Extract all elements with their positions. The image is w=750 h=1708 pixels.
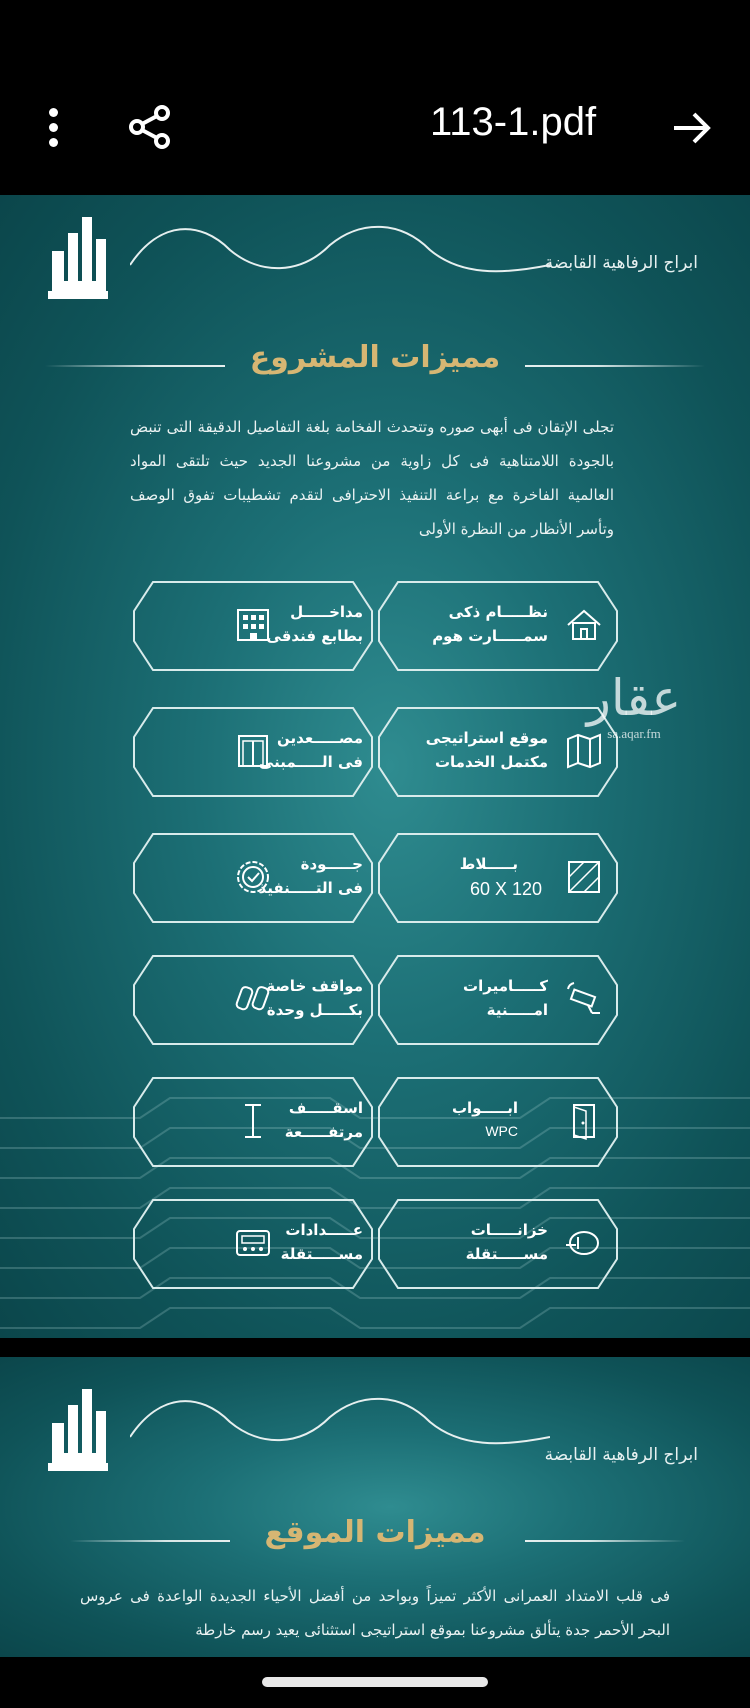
more-vertical-icon[interactable] — [38, 108, 68, 148]
pdf-page-2[interactable] — [0, 1357, 750, 1657]
feature-cameras: كـــــاميرات امـــــنية — [378, 955, 618, 1045]
section-title: مميزات الموقع — [264, 1515, 486, 1550]
title-rule-right — [525, 1540, 685, 1542]
wave-pattern — [0, 1078, 750, 1338]
company-name: ابراج الرفاهية القابضة — [544, 253, 698, 273]
system-nav-bar — [0, 1657, 750, 1708]
feature-strategic-location: موقع استراتيجى مكتمل الخدمات — [378, 707, 618, 797]
section-title: مميزات المشروع — [249, 340, 501, 375]
document-title: 113-1.pdf — [430, 100, 597, 144]
feature-elevators: مصـــــعدين فى الـــــمبنى — [133, 707, 373, 797]
arrow-right-icon[interactable] — [670, 108, 714, 148]
company-name: ابراج الرفاهية القابضة — [544, 1445, 698, 1465]
ceiling-height-icon — [233, 1101, 273, 1141]
title-rule-right — [525, 365, 705, 367]
feature-hotel-entrances: مداخـــــل بطابع فندقى — [133, 581, 373, 671]
feature-quality: جـــــودة فى التـــــنفيذ — [133, 833, 373, 923]
smart-home-icon — [564, 605, 604, 645]
brand-logo — [48, 1389, 112, 1473]
feature-high-ceilings: اسقـــــف مرتفـــــعة — [133, 1077, 373, 1167]
decorative-wave — [130, 225, 550, 280]
aqar-watermark: عقار sa.aqar.fm — [586, 669, 682, 741]
feature-doors: ابـــــواب WPC — [378, 1077, 618, 1167]
feature-water-tanks: خزانـــــات مســـــتقلة — [378, 1199, 618, 1289]
pdf-page-1[interactable] — [0, 195, 750, 1338]
feature-parking: مواقف خاصة بكـــــل وحدة — [133, 955, 373, 1045]
intro-paragraph: فى قلب الامتداد العمرانى الأكثر تميزاً وبواحد من أفضل الأحياء الجديدة الواعدة فى عروس البحر الأحمر جدة يتألق مشروعنا بموقع استراتيجى استثنائى يعيد رسم خارطة — [80, 1587, 670, 1639]
share-icon[interactable] — [128, 104, 172, 150]
app-bar — [0, 0, 750, 195]
feature-tiles: بـــــلاط 60 X 120 — [378, 833, 618, 923]
tiles-icon — [564, 857, 604, 897]
decorative-wave — [130, 1397, 550, 1452]
home-gesture-pill[interactable] — [262, 1677, 488, 1687]
feature-smart-home: نظـــــام ذكى سمـــــارت هوم — [378, 581, 618, 671]
intro-paragraph: تجلى الإتقان فى أبهى صوره وتتحدث الفخامة بلغة التفاصيل الدقيقة التى تنبض بالجودة اللامتناهية فى كل زاوية من مشروعنا الجديد حيث تلتقى المواد العالمية الفاخرة مع براعة التنفيذ الاحترافى لتقدم تشطيبات تفوق الوصف وتأسر الأنظار من النظرة الأولى — [130, 418, 614, 538]
security-camera-icon — [564, 979, 604, 1019]
door-icon — [564, 1101, 604, 1141]
brand-logo — [48, 217, 112, 301]
feature-meters: عـــــدادات مســـــتقلة — [133, 1199, 373, 1289]
water-tank-icon — [564, 1223, 604, 1263]
meter-icon — [233, 1223, 273, 1263]
